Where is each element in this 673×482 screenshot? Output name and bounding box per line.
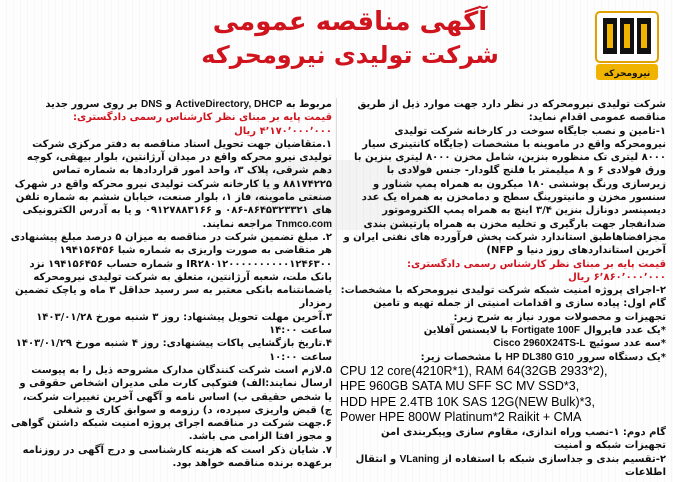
intro-company: شرکت تولیدی نیرومحرکه: [542, 99, 666, 110]
equipment-server-prefix: *یک دستگاه سرور: [573, 351, 666, 363]
server-model: HP DL380 G10: [505, 351, 574, 363]
equipment-server-suffix: با مشخصات زیر:: [420, 351, 506, 363]
spec-line: HPE 960GB SATA MU SFF SC MV SSD*3,: [340, 379, 580, 394]
condition-6: ۶.جهت شرکت در مناقصه اجرای پروژه امنیت شبکه داشتن گواهی و مجوز افتا الزامی می باشد.: [11, 418, 332, 443]
condition-2: ۲. مبلغ تضمین شرکت در مناقصه به میزان ۵ درصد مبلغ پیشنهادی هر متقاضی به صورت واریزی به شماره شبا ۱۹۴۱۵۶۴۵۶ IR۲۸۰۱۲۰۰۰۰۰۰۰۰۰۰۱۲۴۶۳۰۰ و شماره حساب ۱۹۴۱۵۶۴۵۶ نزد بانک ملت، شعبه آرژانتین، متعلق به شرکت تولیدی نیرومحرکه یاضمانتنامه بانکی معتبر به سر رسید حداقل ۳ ماه و یاچک تضمین رمزدار: [10, 231, 332, 310]
equipment-switch: [340, 337, 666, 350]
intro-paragraph: [340, 98, 666, 125]
phase-one: گام اول: پیاده سازی و اقدامات امنیتی از جمله تهیه و تامین تجهیزات و محصولات مورد نیاز به شرح زیر:: [373, 298, 666, 323]
website-link[interactable]: Tnmco.com: [275, 218, 332, 230]
equipment-firewall-suffix: با لایسنس آفلاین: [423, 325, 512, 337]
base-price-fuel: قیمت پایه بر مبنای نظر کارشناس رسمی دادگستری: ۶٬۸۶۰٬۰۰۰٬۰۰۰ ریال: [407, 258, 666, 283]
notice-title: آگهی مناقصه عمومی: [212, 7, 488, 37]
gear-engine-icon: [594, 10, 660, 82]
services-prefix: مربوط به: [282, 99, 332, 110]
column-divider: [336, 98, 337, 458]
condition-3: ۳.آخرین مهلت تحویل پیشنهاد: روز ۳ شنبه مورخ ۱۴۰۳/۰۱/۲۸ ساعت ۱۴:۰۰: [36, 311, 332, 337]
services-line: [10, 98, 332, 111]
condition-1: ۱.متقاضیان جهت تحویل اسناد مناقصه به دفتر مرکزی شرکت تولیدی نیرو محرکه واقع در میدان آرژانتین، بلوار بیهقی، کوچه دهم شرقی، پلاک ۳، واحد امور قراردادها به شماره تماس ۸۸۱۷۴۲۲۵ و یا کارخانه شرکت تولیدی نیرو محرکه واقع در شهرک صنعتی ماموینه، فاز ۱، بلوار صنعت، خیابان ششم به شماره تلفن های ۸۶۴۵۳۲۳۳۲۱-۰۸۶ و ۰۹۱۲۷۸۸۳۱۶۶ و یا به آدرس الکترونیکی: [14, 138, 332, 217]
services-suffix: بر روی سرور جدید: [45, 99, 141, 110]
services-dns: DNS: [141, 99, 163, 110]
equipment-switch-prefix: *سه عدد سوئیچ: [585, 338, 666, 350]
left-column: [10, 98, 332, 470]
switch-model: Cisco 2960X24TS-L: [493, 338, 586, 350]
equipment-firewall-prefix: *یک عدد فایروال: [579, 325, 666, 337]
logo-text: نیرومحرکه: [603, 69, 651, 79]
vlaning-term: VLaning: [399, 453, 440, 465]
phase-two-prefix: ۲-تقسیم بندی و جداسازی شبکه با استفاده از: [439, 453, 666, 465]
company-title: شرکت تولیدی نیرومحرکه: [201, 41, 499, 69]
condition-5: ۵.لازم است شرکت کنندگان مدارک مشروحه ذیل را به پیوست ارسال نمایند:الف) فتوکپی کارت ملی مدیران اشخاص حقوقی و یا شخص حقیقی ب) اساس نامه و آگهی آخرین تغییرات شرکت، ج) قبض واریزی سپرده، د) رزومه و سوابق کاری و شغلی: [19, 364, 332, 416]
equipment-firewall: [340, 324, 666, 337]
server-specs: [340, 364, 666, 426]
condition-4: ۴.تاریخ بازگشایی پاکات پیشنهادی: روز ۴ شنبه مورخ ۱۴۰۳/۰۱/۲۹ ساعت ۱۰:۰۰: [15, 338, 332, 363]
condition-1-end: مراجعه نمایند.: [202, 218, 276, 230]
services-and: و: [162, 99, 176, 110]
condition-7: ۷. شایان ذکر است که هزینه کارشناسی و درج آگهی در روزنامه برعهده برنده مناقصه خواهد بود.: [22, 444, 332, 470]
services-tech: ActiveDirectory, DHCP: [175, 99, 283, 110]
item-fuel-station: ۱-تامین و نصب جایگاه سوخت در کارخانه شرکت تولیدی نیرومحرکه واقع در ماموینه با مشخصات (جایگاه کانتینری سیار ۸۰۰۰ لیتری تک منظوره بنزین، شامل مخزن ۸۰۰۰ لیتری بنزین با ورق فولادی ۶ و ۸ میلیمتر با فلنج گلودار- جنس فولادی با زیرسازی ورنگ پوششی ۱۸۰ میکرون به همراه پمپ شناور و سنسور مخزن و مانیتورینگ سطح و دمامخزن به همراه یک عدد دیسپنسر دونازل بنزین ۳/۴ اینچ به همراه پمپ الکتروموتور ضدانفجار جهت بارگیری و تخلیه مخزن به همراه پارتیشن بندی مجزافضاهاطبق استاندارد شرکت پخش فرآورده های نفتی ایران و آخرین استانداردهای روز دنیا و NFP): [343, 125, 666, 257]
item-network-security: ۲-اجرای پروژه امنیت شبکه شرکت تولیدی نیرومحرکه با مشخصات:: [340, 285, 666, 297]
condition-1-website-line: [10, 218, 332, 231]
phase-two-suffix: و انتقال اطلاعات: [355, 453, 666, 478]
spec-line: Power HPE 800W Platinum*2 Raikit + CMA: [340, 410, 582, 425]
equipment-server: [340, 351, 666, 364]
base-price-network: قیمت پایه بر مبنای نظر کارشناس رسمی دادگستری: ۴٬۱۷۰٬۰۰۰٬۰۰۰ ریال: [73, 112, 332, 137]
spec-line: CPU 12 core(4210R*1), RAM 64(32GB 2933*2),: [340, 363, 608, 378]
phase-two-step1: گام دوم: ۱-نصب وراه اندازی، مقاوم سازی وپیکربندی امن تجهیزات شبکه و امنیت: [381, 426, 666, 452]
spec-line: HDD HPE 2.4TB 10K SAS 12G(NEW Bulk)*3,: [340, 394, 595, 409]
phase-two-step2: [340, 453, 666, 480]
right-column: [340, 98, 666, 479]
intro-text: در نظر دارد جهت موارد ذیل از طریق مناقصه عمومی اقدام نماید:: [357, 99, 666, 124]
firewall-model: Fortigate 100F: [511, 325, 580, 337]
